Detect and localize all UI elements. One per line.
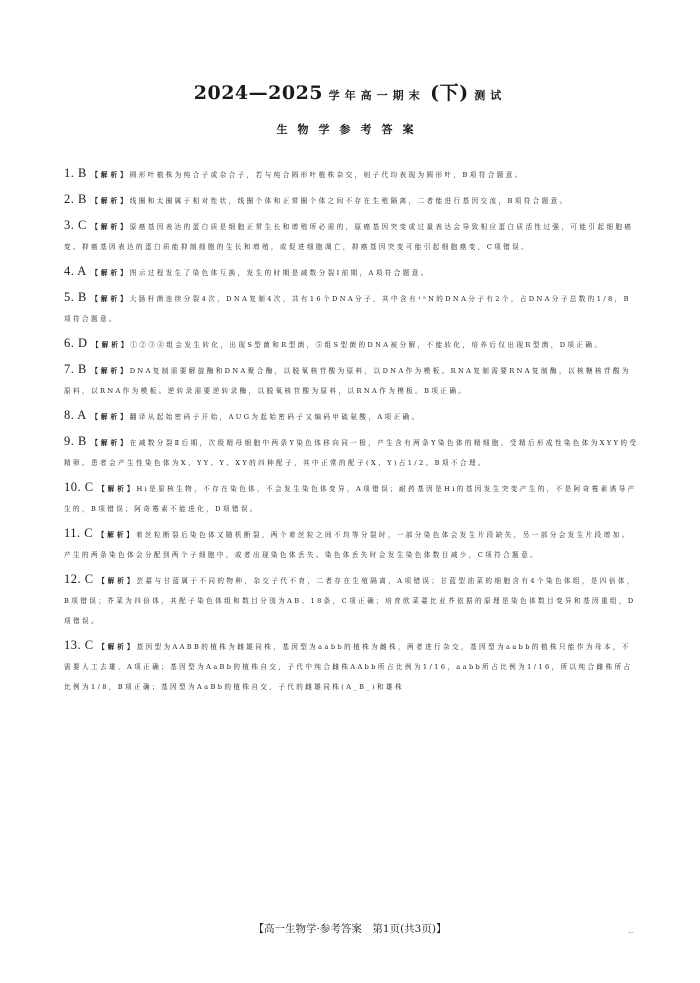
answer-number: 13. C <box>64 638 94 652</box>
answer-item <box>64 189 639 211</box>
answer-item <box>64 405 639 427</box>
answer-number: 9. B <box>64 434 87 448</box>
title-mid: 学年高一期末 <box>328 89 425 102</box>
title-end: 测试 <box>474 89 507 102</box>
answer-text: 着丝粒断裂后染色体又随机断裂，两个着丝粒之间不均等分裂时，一部分染色体会发生片段缺失，另一部分会发生片段增加。产生的两条染色体会分配到两个子细胞中，或者出现染色体丢失。染色体丢失时会发生染色体数目减少，C项符合题意。 <box>64 531 631 559</box>
answer-text: 翻译从起始密码子开始，AUG为起始密码子又编码甲硫氨酸，A项正确。 <box>129 413 421 421</box>
answer-number: 8. A <box>64 408 87 422</box>
answer-item <box>64 333 639 355</box>
title-paren: (下) <box>430 82 469 104</box>
answer-item <box>64 431 639 473</box>
answer-number: 4. A <box>64 264 87 278</box>
answer-number: 1. B <box>64 166 87 180</box>
analysis-tag: 【解析】 <box>98 643 137 651</box>
answer-item <box>64 523 639 565</box>
answer-number: 12. C <box>64 572 94 586</box>
answer-text: 线圈和太圈属于相对性状，线圈个体和正常圈个体之间不存在生殖隔离，二者能进行基因交流，B项符合题意。 <box>129 197 569 205</box>
answer-text: 芸薹与甘蓝属于不同的物种，杂交子代不育，二者存在生殖隔离，A项错误；甘蓝型油菜的细胞含有4个染色体组，是四倍体，B项错误；芥菜为四倍体，其配子染色体组和数目分别为AB、18条，C项正确；培育欧菜薹比亚芥依据的原理是染色体数目变异和基因重组，D项错误。 <box>64 577 636 625</box>
analysis-tag: 【解析】 <box>91 197 130 205</box>
answer-text: DNA复制需要解旋酶和DNA聚合酶，以脱氧核苷酸为原料，以DNA作为模板。RNA复制需要RNA复制酶，以核糖核苷酸为原料，以RNA作为模板。逆转录需要逆转录酶，以脱氧核苷酸为原料，以RNA作为模板。B项正确。 <box>64 367 631 395</box>
answer-item <box>64 163 639 185</box>
answer-item <box>64 261 639 283</box>
answer-item <box>64 569 639 631</box>
answer-item <box>64 635 639 697</box>
answer-number: 5. B <box>64 290 87 304</box>
answer-number: 11. C <box>64 526 94 540</box>
answer-item <box>64 477 639 519</box>
analysis-tag: 【解析】 <box>98 577 137 585</box>
analysis-tag: 【解析】 <box>91 171 130 179</box>
answer-text: 图示过程发生了染色体互换，发生的时期是减数分裂Ⅰ前期，A项符合题意。 <box>129 269 430 277</box>
analysis-tag: 【解析】 <box>91 367 130 375</box>
answer-number: 10. C <box>64 480 94 494</box>
answer-item <box>64 287 639 329</box>
answer-text: Hi是原核生物，不存在染色体，不会发生染色体变异，A项错误；耐药基因是Hi的基因发生突变产生的，不是阿奇霉素诱导产生的，B项错误；阿奇霉素不能进化，D项错误。 <box>64 485 637 513</box>
answer-number: 6. D <box>64 336 88 350</box>
title-years: 2024—2025 <box>193 82 324 104</box>
page-title <box>0 78 700 105</box>
analysis-tag: 【解析】 <box>91 439 130 447</box>
answer-list <box>64 163 639 701</box>
answer-text: 大肠杆菌连续分裂4次，DNA复制4次，共有16个DNA分子，其中含有¹⁵N的DNA分子有2个，占DNA分子总数的1/8，B项符合题意。 <box>64 295 631 323</box>
page-subtitle: 生物学参考答案 <box>276 123 424 136</box>
analysis-tag: 【解析】 <box>97 531 136 539</box>
corner-mark: ... <box>628 928 634 935</box>
answer-number: 2. B <box>64 192 87 206</box>
answer-text: 原癌基因表达的蛋白质是细胞正常生长和增殖所必需的，原癌基因突变或过量表达会导致相应蛋白质活性过强，可能引起细胞癌变。抑癌基因表达的蛋白质能抑制细胞的生长和增殖，或促进细胞凋亡，抑癌基因突变可能引起细胞癌变，C项错误。 <box>64 223 634 251</box>
answer-text: 在减数分裂Ⅱ后期，次级精母细胞中两条Y染色体移向同一极，产生含有两条Y染色体的精细胞，受精后形成性染色体为XYY的受精卵。患者会产生性染色体为X、YY、Y、XY的四种配子，其中正常的配子(X、Y)占1/2。B项不合理。 <box>64 439 639 467</box>
answer-number: 7. B <box>64 362 87 376</box>
analysis-tag: 【解析】 <box>91 269 130 277</box>
answer-number: 3. C <box>64 218 87 232</box>
answer-text: 基因型为AABB的植株为雌雄同株，基因型为aabb的植株为雌株，两者进行杂交，基因型为aabb的植株只能作为母本，不需要人工去雄，A项正确；基因型为AaBb的植株自交，子代中纯合雌株AAbb所占比例为1/16，aabb所占比例为1/16，所以纯合雌株所占比例为1/8，B项正确；基因型为AaBb的植株自交，子代的雌雄同株(A_B_)和雄株 <box>64 643 633 691</box>
answer-item <box>64 359 639 401</box>
answer-text: ①②③④组会发生转化，出现S型菌和R型菌，⑤组S型菌的DNA被分解，不能转化，培养后仅出现R型菌，D项正确。 <box>130 341 604 349</box>
analysis-tag: 【解析】 <box>91 223 130 231</box>
analysis-tag: 【解析】 <box>91 413 130 421</box>
analysis-tag: 【解析】 <box>92 341 131 349</box>
analysis-tag: 【解析】 <box>98 485 137 493</box>
page-footer: 【高一生物学·参考答案 第1页(共3页)】 <box>253 923 447 935</box>
answer-item <box>64 215 639 257</box>
analysis-tag: 【解析】 <box>91 295 130 303</box>
answer-text: 圆形叶植株为纯合子或杂合子，若与纯合圆形叶植株杂交，则子代均表现为圆形叶，B项符合题意。 <box>129 171 524 179</box>
